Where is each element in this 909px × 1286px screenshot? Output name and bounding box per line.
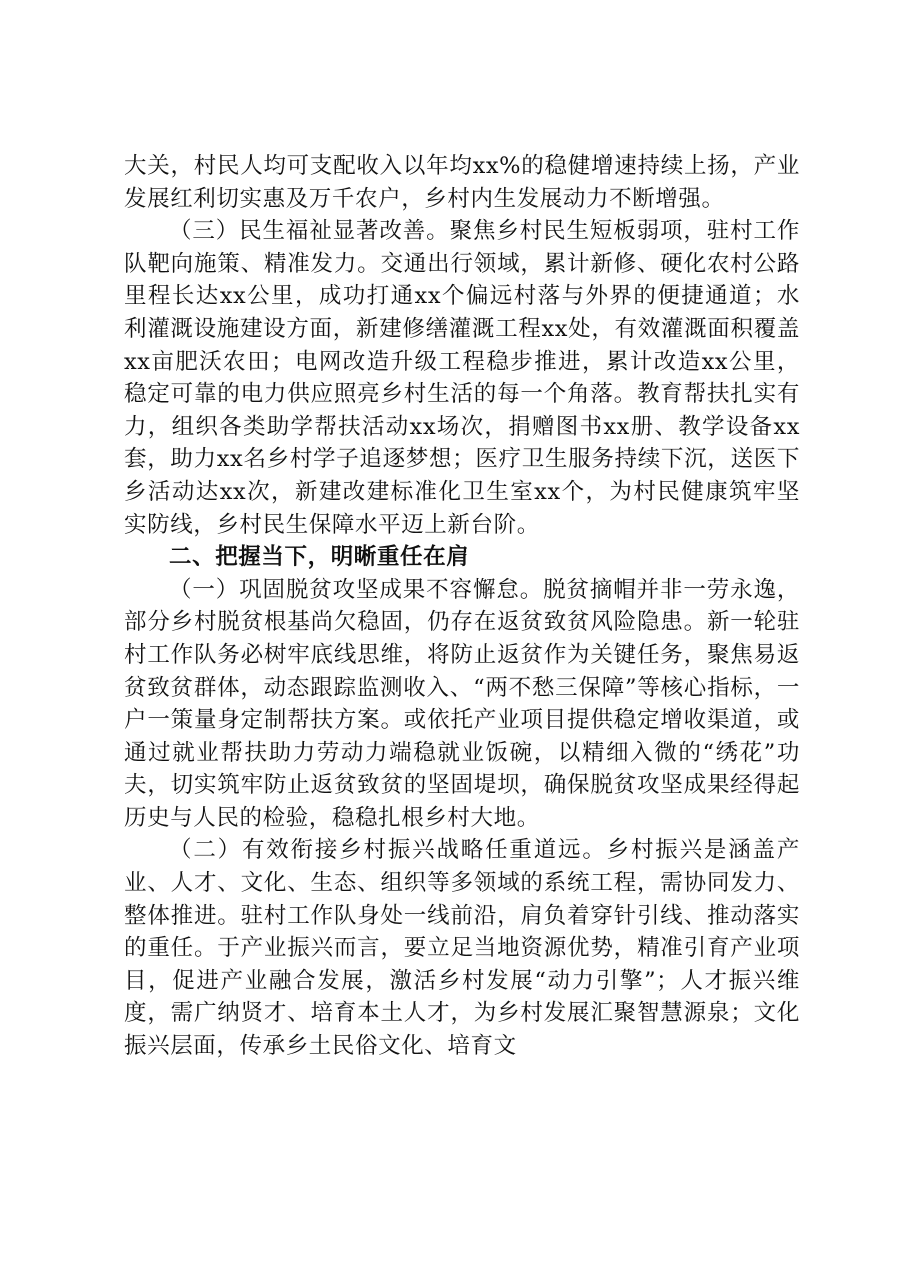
paragraph-lead: （一）巩固脱贫攻坚成果不容懈怠。 (169, 576, 544, 603)
paragraph-body: 聚焦乡村民生短板弱项，驻村工作队靶向施策、精准发力。交通出行领域，累计新修、硬化农村公路里程长达xx公里，成功打通xx个偏远村落与外界的便捷通道；水利灌溉设施建设方面，新建修缮灌溉工程xx处，有效灌溉面积覆盖xx亩肥沃农田；电网改造升级工程稳步推进，累计改造xx公里，稳定可靠的电力供应照亮乡村生活的每一个角落。教育帮扶扎实有力，组织各类助学帮扶活动xx场次，捐赠图书xx册、教学设备xx套，助力xx名乡村学子追逐梦想；医疗卫生服务持续下沉，送医下乡活动达xx次，新建改建标准化卫生室xx个，为村民健康筑牢坚实防线，乡村民生保障水平迈上新台阶。 (124, 218, 800, 538)
paragraph-revitalization (124, 834, 800, 1062)
paragraph-livelihood (124, 215, 800, 541)
paragraph-lead: （三）民生福祉显著改善。 (169, 218, 450, 245)
paragraph-body: 乡村振兴是涵盖产业、人才、文化、生态、组织等多领域的系统工程，需协同发力、整体推进。驻村工作队身处一线前沿，肩负着穿针引线、推动落实的重任。于产业振兴而言，要立足当地资源优势，精准引育产业项目，促进产业融合发展，激活乡村发展“动力引擎”；人才振兴维度，需广纳贤才、培育本土人才，为乡村发展汇聚智慧源泉；文化振兴层面，传承乡土民俗文化、培育文 (124, 837, 800, 1060)
paragraph-continued: 大关，村民人均可支配收入以年均xx%的稳健增速持续上扬，产业发展红利切实惠及万千农户，乡村内生发展动力不断增强。 (124, 153, 800, 212)
paragraph-consolidate (124, 574, 800, 835)
document-page (124, 150, 800, 1063)
section-heading: 二、把握当下，明晰重任在肩 (169, 544, 470, 571)
paragraph-body: 脱贫摘帽并非一劳永逸，部分乡村脱贫根基尚欠稳固，仍存在返贫致贫风险隐患。新一轮驻村工作队务必树牢底线思维，将防止返贫作为关键任务，聚焦易返贫致贫群体，动态跟踪监测收入、“两不愁三保障”等核心指标，一户一策量身定制帮扶方案。或依托产业项目提供稳定增收渠道，或通过就业帮扶助力劳动力端稳就业饭碗，以精细入微的“绣花”功夫，切实筑牢防止返贫致贫的坚固堤坝，确保脱贫攻坚成果经得起历史与人民的检验，稳稳扎根乡村大地。 (124, 576, 800, 831)
paragraph-lead: （二）有效衔接乡村振兴战略任重道远。 (169, 837, 607, 864)
